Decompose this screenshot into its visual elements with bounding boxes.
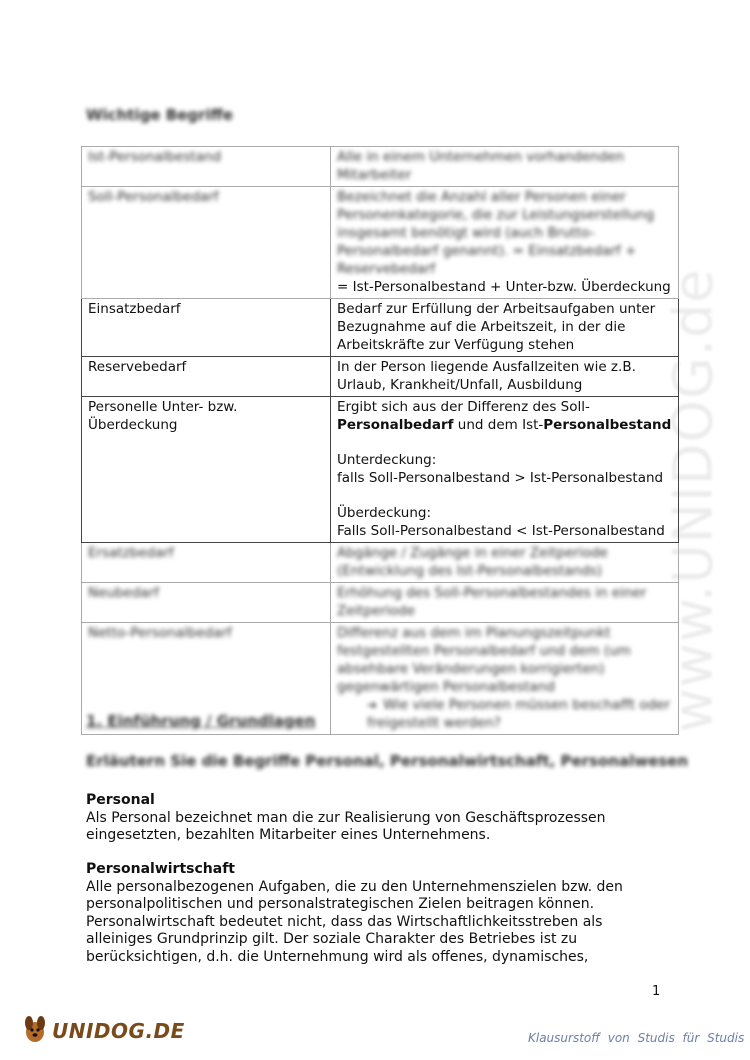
dog-icon <box>22 1014 48 1048</box>
definition-cell: Bezeichnet die Anzahl aller Personen einer Personenkategorie, die zur Leistungserstellung insgesamt benötigt wird (auch Brutto-Personalbedarf genannt). = Einsatzbedarf + Reservebedarf <box>337 189 655 277</box>
personal-text: Als Personal bezeichnet man die zur Realisierung von Geschäftsprozessen eingesetzten, bezahlten Mitarbeiter eines Unternehmens. <box>86 809 606 843</box>
page-heading: Wichtige Begriffe <box>86 106 233 124</box>
definition-cell-clear: = Ist-Personalbestand + Unter-bzw. Überdeckung <box>337 279 671 295</box>
definition-bold: Personalbedarf <box>337 417 454 433</box>
table-row <box>82 543 679 583</box>
over-label: Überdeckung: <box>337 505 431 521</box>
bullet-text: Wie viele Personen müssen beschafft oder freigestellt werden? <box>367 697 671 731</box>
logo-text: UNIDOG.DE <box>52 1019 185 1043</box>
definition-cell: In der Person liegende Ausfallzeiten wie z.B. Urlaub, Krankheit/Unfall, Ausbildung <box>331 357 679 397</box>
term-cell: Soll-Personalbedarf <box>88 189 219 205</box>
definition-cell: Erhöhung des Soll-Personalbestandes in einer Zeitperiode <box>337 585 647 619</box>
term-cell: Netto-Personalbedarf <box>88 625 232 641</box>
over-text: Falls Soll-Personalbestand < Ist-Personalbestand <box>337 523 665 539</box>
definition-cell <box>331 397 679 543</box>
term-cell: Personelle Unter- bzw. Überdeckung <box>82 397 331 543</box>
table-row <box>82 583 679 623</box>
under-label: Unterdeckung: <box>337 452 437 468</box>
page-number: 1 <box>652 984 661 999</box>
personal-heading: Personal <box>86 792 155 808</box>
section-title: 1. Einführung / Grundlagen <box>86 712 316 730</box>
table-row <box>82 397 679 543</box>
table-row <box>82 187 679 299</box>
definition-text: und dem Ist- <box>453 417 544 433</box>
arrow-bullet-icon: ➔ <box>367 698 378 712</box>
table-row <box>82 147 679 187</box>
under-text: falls Soll-Personalbestand > Ist-Personalbestand <box>337 470 664 486</box>
term-cell: Ist-Personalbestand <box>88 149 222 165</box>
definition-cell: Bedarf zur Erfüllung der Arbeitsaufgaben unter Bezugnahme auf die Arbeitszeit, in der die Arbeitskräfte zur Verfügung stehen <box>331 299 679 357</box>
term-cell: Reservebedarf <box>82 357 331 397</box>
personal-block <box>86 792 646 845</box>
personalwirtschaft-block <box>86 861 646 966</box>
definition-bold: Personalbestand <box>543 417 672 433</box>
definition-cell: Abgänge / Zugänge in einer Zeitperiode (Entwicklung des Ist-Personalbestands) <box>337 545 608 579</box>
section-question: Erläutern Sie die Begriffe Personal, Personalwirtschaft, Personalwesen <box>86 752 689 770</box>
term-cell: Einsatzbedarf <box>82 299 331 357</box>
definition-cell: Alle in einem Unternehmen vorhandenden Mitarbeiter <box>337 149 625 183</box>
personalwirtschaft-heading: Personalwirtschaft <box>86 861 235 877</box>
personalwirtschaft-text: Alle personalbezogenen Aufgaben, die zu den Unternehmenszielen bzw. den personalpolitischen und personalstrategischen Zielen beitragen können. Personalwirtschaft bedeutet nicht, dass das Wirtschaftlichkeitsstreben als alleiniges Grundprinzip gilt. Der soziale Charakter des Betriebes ist zu berücksichtigen, d.h. die Unternehmung wird als offenes, dynamisches, <box>86 878 623 965</box>
definition-text: Ergibt sich aus der Differenz des Soll- <box>337 399 590 415</box>
definition-cell: Differenz aus dem im Planungszeitpunkt festgestellten Personalbedarf und dem (um absehbare Veränderungen korrigierten) gegenwärtigen Personalbestand <box>337 625 631 695</box>
terms-table <box>81 146 679 735</box>
watermark: www.UNIDOG.de <box>661 267 725 733</box>
footer-logo[interactable] <box>22 1014 185 1048</box>
table-row <box>82 357 679 397</box>
table-row <box>82 299 679 357</box>
term-cell: Neubedarf <box>88 585 159 601</box>
footer-slogan: Klausurstoff von Studis für Studis <box>528 1031 745 1045</box>
term-cell: Ersatzbedarf <box>88 545 174 561</box>
